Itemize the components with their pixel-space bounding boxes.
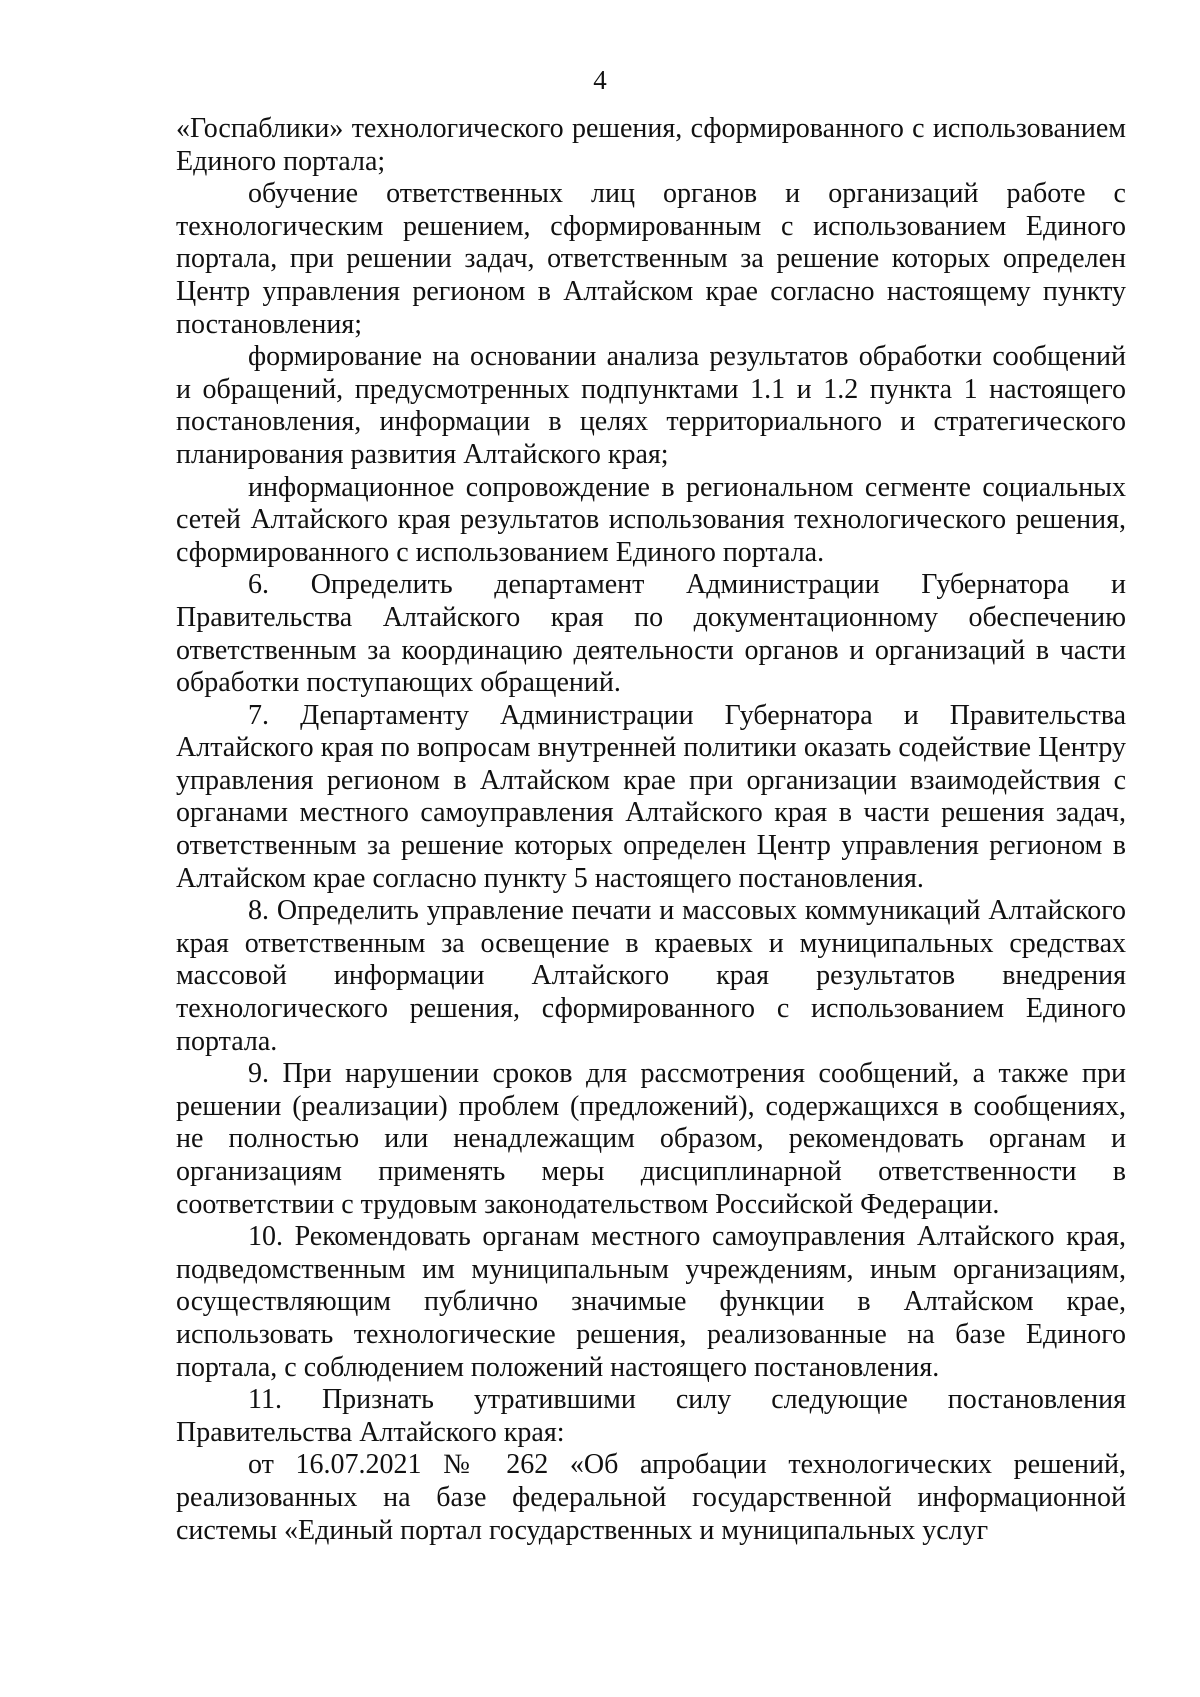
paragraph-training: обучение ответственных лиц органов и организаций работе с технологическим решением, сформированным с использованием Единого портала, при решении задач, ответственным за решение которых определен Центр управления регионом в Алтайском крае согласно настоящему пункту постановления; (176, 178, 1126, 340)
paragraph-item-7: 7. Департаменту Администрации Губернатора и Правительства Алтайского края по вопросам внутренней политики оказать содействие Центру управления регионом в Алтайском крае при организации взаимодействия с органами местного самоуправления Алтайского края в части решения задач, ответственным за решение которых определен Центр управления регионом в Алтайском крае согласно пункту 5 настоящего постановления. (176, 699, 1126, 894)
paragraph-item-11: 11. Признать утратившими силу следующие постановления Правительства Алтайского края: (176, 1384, 1126, 1448)
paragraph-item-10: 10. Рекомендовать органам местного самоуправления Алтайского края, подведомственным им муниципальным учреждениям, иным организациям, осуществляющим публично значимые функции в Алтайском крае, использовать технологические решения, реализованные на базе Единого портала, с соблюдением положений настоящего постановления. (176, 1221, 1126, 1383)
paragraph-information-support: информационное сопровождение в региональном сегменте социальных сетей Алтайского края результатов использования технологического решения, сформированного с использованием Единого портала. (176, 471, 1126, 568)
paragraph-item-6: 6. Определить департамент Администрации Губернатора и Правительства Алтайского края по документационному обеспечению ответственным за координацию деятельности органов и организаций в части обработки поступающих обращений. (176, 569, 1126, 699)
paragraph-analysis: формирование на основании анализа результатов обработки сообщений и обращений, предусмотренных подпунктами 1.1 и 1.2 пункта 1 настоящего постановления, информации в целях территориального и стратегического планирования развития Алтайского края; (176, 341, 1126, 470)
paragraph-item-9: 9. При нарушении сроков для рассмотрения сообщений, а также при решении (реализации) проблем (предложений), содержащихся в сообщениях, не полностью или ненадлежащим образом, рекомендовать органам и организациям применять меры дисциплинарной ответственности в соответствии с трудовым законодательством Российской Федерации. (176, 1058, 1126, 1220)
paragraph-resolution-262: от 16.07.2021 № 262 «Об апробации технологических решений, реализованных на базе федеральной государственной информационной системы «Единый портал государственных и муниципальных услуг (176, 1449, 1126, 1546)
paragraph-item-8: 8. Определить управление печати и массовых коммуникаций Алтайского края ответственным за освещение в краевых и муниципальных средствах массовой информации Алтайского края результатов внедрения технологического решения, сформированного с использованием Единого портала. (176, 895, 1126, 1057)
paragraph-gospabliki-continuation: «Госпаблики» технологического решения, сформированного с использованием Единого портала; (176, 113, 1126, 177)
page-number: 4 (593, 65, 607, 95)
document-body (176, 113, 1126, 1547)
